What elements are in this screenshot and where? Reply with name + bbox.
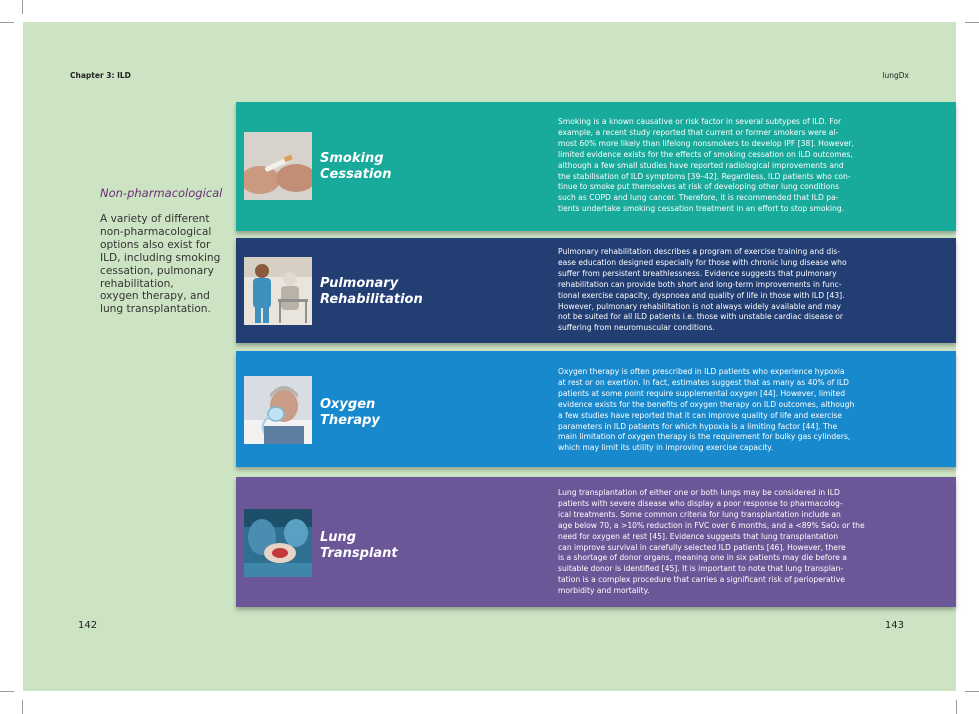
body-line: suffering from neuromuscular conditions.: [558, 323, 715, 333]
sidebar-line: non-pharmacological: [100, 225, 212, 238]
body-line: which may limit its utility in improving exercise capacity.: [558, 443, 774, 453]
body-line: at rest or on exertion. In fact, estimates suggest that as many as 40% of ILD: [558, 377, 850, 387]
panel-title-line: Therapy: [320, 413, 380, 428]
body-line: tients undertake smoking cessation treatment in an effort to stop smoking.: [558, 204, 845, 214]
crop-mark-bl: [0, 691, 14, 692]
panel-title: [320, 397, 470, 429]
body-line: is a shortage of donor organs, meaning one in six patients may die before a: [558, 553, 847, 563]
panel-body: [558, 367, 909, 454]
body-line: suitable donor is identified [45]. It is important to note that lung transplan-: [558, 564, 844, 574]
body-line: Lung transplantation of either one or both lungs may be considered in ILD: [558, 488, 840, 497]
oxygen-therapy-photo: [244, 376, 312, 444]
body-line: parameters in ILD patients for which hypoxia is a limiting factor [44]. The: [558, 421, 838, 431]
crop-mark-tr: [965, 22, 979, 23]
panel-pulmonary-rehabilitation: [236, 238, 956, 343]
body-line: such as COPD and lung cancer. Therefore, it is recommended that ILD pa-: [558, 193, 839, 203]
page-number-right: 143: [884, 620, 904, 631]
page-number-left: 142: [78, 620, 98, 631]
panel-title-line: Lung: [320, 530, 357, 545]
sidebar-line: oxygen therapy, and: [100, 290, 210, 303]
brand-header: lungDx: [882, 71, 909, 80]
panel-title-line: Smoking: [320, 151, 384, 166]
panel-smoking-cessation: [236, 102, 956, 231]
body-line: example, a recent study reported that current or former smokers were al-: [558, 127, 839, 137]
body-line: patients with severe disease who display a poor response to pharmacolog-: [558, 498, 843, 508]
crop-mark-tl-v: [22, 0, 23, 14]
body-line: rehabilitation can provide both short and long-term improvements in func-: [558, 279, 842, 289]
body-line: can improve survival in carefully selected ILD patients [46]. However, there: [558, 542, 846, 552]
body-line: main limitation of oxygen therapy is the requirement for bulky gas cylinders,: [558, 432, 851, 442]
body-line: most 60% more likely than lifelong nonsmokers to develop IPF [38]. However,: [558, 138, 855, 148]
sidebar-line: ILD, including smoking: [100, 251, 221, 264]
body-line: morbidity and mortality.: [558, 586, 650, 596]
panel-title-line: Transplant: [320, 546, 398, 561]
body-line: not be suited for all ILD patients i.e. those with unstable cardiac disease or: [558, 312, 844, 322]
sidebar-line: options also exist for: [100, 238, 211, 251]
body-line: patients at some point require supplemental oxygen [44]. However, limited: [558, 388, 846, 398]
body-line: Smoking is a known causative or risk factor in several subtypes of ILD. For: [558, 117, 842, 126]
panel-title: [320, 151, 470, 183]
body-line: limited evidence exists for the effects of smoking cessation on ILD outcomes,: [558, 149, 853, 159]
smoking-cessation-photo: [244, 132, 312, 200]
crop-mark-bl-v: [22, 700, 23, 714]
panel-title-line: Cessation: [320, 167, 392, 182]
pulmonary-rehabilitation-photo: [244, 257, 312, 325]
sidebar-line: rehabilitation,: [100, 277, 174, 290]
sidebar-line: cessation, pulmonary: [100, 264, 214, 277]
panel-body: [558, 247, 909, 334]
body-line: tation is a complex procedure that carries a significant risk of perioperative: [558, 575, 845, 585]
panel-oxygen-therapy: [236, 351, 956, 467]
chapter-header: Chapter 3: ILD: [70, 71, 131, 80]
body-line: ease education designed especially for those with chronic lung disease who: [558, 257, 847, 267]
body-line: the stabilisation of ILD symptoms [39–42]. Regardless, ILD patients who con-: [558, 171, 851, 181]
panel-lung-transplant: [236, 477, 956, 607]
body-line: need for oxygen at rest [45]. Evidence suggests that lung transplantation: [558, 531, 839, 541]
body-line: tinue to smoke put themselves at risk of developing other lung conditions: [558, 182, 840, 192]
panel-title: [320, 530, 470, 562]
crop-mark-br: [965, 691, 979, 692]
panel-body: [558, 117, 909, 215]
sidebar-title: Non-pharmacological: [100, 186, 223, 200]
body-line: ical treatments. Some common criteria for lung transplantation include an: [558, 509, 841, 519]
crop-mark-br-v: [956, 700, 957, 714]
body-line: suffer from persistent breathlessness. Evidence suggests that pulmonary: [558, 268, 837, 278]
body-line: evidence exists for the benefits of oxygen therapy on ILD outcomes, although: [558, 399, 855, 409]
body-line: a few studies have reported that it can improve quality of life and exercise: [558, 410, 842, 420]
panel-title-line: Rehabilitation: [320, 292, 423, 307]
body-line: although a few small studies have reported radiological improvements and: [558, 160, 844, 170]
body-line: Pulmonary rehabilitation describes a program of exercise training and dis-: [558, 247, 840, 256]
crop-mark-tl: [0, 22, 14, 23]
body-line: Oxygen therapy is often prescribed in ILD patients who experience hypoxia: [558, 367, 845, 376]
body-line: However, pulmonary rehabilitation is not always widely available and may: [558, 301, 842, 311]
sidebar-line: A variety of different: [100, 213, 210, 225]
panel-body: [558, 488, 909, 597]
body-line: age below 70, a >10% reduction in FVC over 6 months, and a <89% SaO₂ or the: [558, 520, 865, 530]
body-line: tional exercise capacity, dyspnoea and quality of life in those with ILD [43].: [558, 290, 845, 300]
panel-title-line: Oxygen: [320, 397, 376, 412]
sidebar-line: lung transplantation.: [100, 303, 211, 316]
lung-transplant-photo: [244, 509, 312, 577]
panel-title-line: Pulmonary: [320, 276, 399, 291]
sidebar-text: [100, 213, 240, 316]
book-spread: [23, 22, 956, 691]
panel-title: [320, 276, 470, 308]
